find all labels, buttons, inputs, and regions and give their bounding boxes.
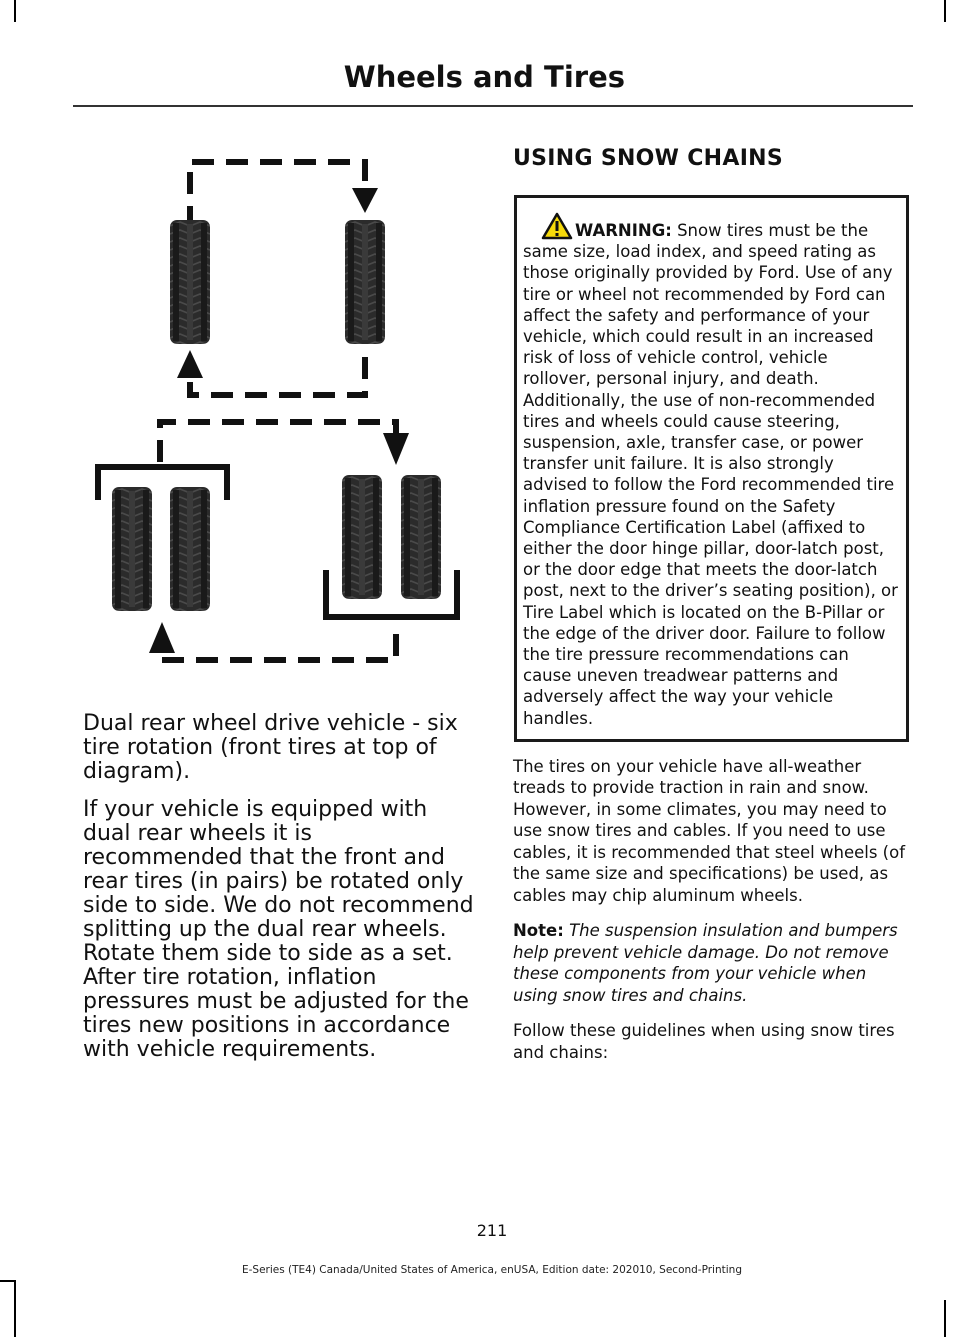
warning-triangle-icon	[541, 212, 573, 240]
page-number: 211	[476, 1221, 508, 1240]
diagram-caption: Dual rear wheel drive vehicle - six tire rotation (front tires at top of diagram).	[83, 711, 458, 784]
note-label: Note:	[513, 921, 564, 941]
warning-box	[514, 195, 909, 742]
arrow-up-icon	[149, 622, 175, 653]
edition-footer: E-Series (TE4) Canada/United States of America, enUSA, Edition date: 202010, Second-Printing	[241, 1264, 742, 1276]
crop-mark	[0, 1280, 14, 1282]
crop-mark	[944, 1300, 946, 1337]
rotation-paragraph: If your vehicle is equipped with dual rear wheels it is recommended that the front and rear tires (in pairs) be rotated only side to side. We do not recommend splitting up the dual rear wheels. Rotate them side to side as a set. After tire rotation, inflation pressures must be adjusted for the tires new positions in accordance with vehicle requirements.	[83, 797, 474, 1062]
arrow-up-icon	[177, 350, 203, 378]
tire-rotation-diagram	[80, 150, 480, 680]
tire-icon	[170, 220, 210, 344]
warning-text: Snow tires must be the same size, load index, and speed rating as those originally provided by Ford. Use of any tire or wheel not recommended by Ford can affect the safety and performance of your vehicle, which could result in an increased risk of loss of vehicle control, vehicle rollover, personal injury, and death. Additionally, the use of non-recommended tires and wheels could cause steering, suspension, axle, transfer case, or power transfer unit failure. It is also strongly advised to follow the Ford recommended tire inflation pressure found on the Safety Compliance Certification Label (affixed to either the door hinge pillar, door-latch post, or the door edge that meets the door-latch post, next to the driver’s seating position), or Tire Label which is located on the B-Pillar or the edge of the driver door. Failure to follow the tire pressure recommendations can cause uneven treadwear patterns and adversely affect the way your vehicle handles.	[523, 221, 898, 728]
arrow-down-icon	[383, 433, 409, 465]
left-column	[83, 712, 478, 1076]
tire-icon	[342, 475, 382, 599]
header-divider	[73, 105, 913, 107]
tire-icon	[345, 220, 385, 344]
crop-mark	[944, 0, 946, 22]
crop-mark	[14, 1280, 16, 1337]
note-text: The suspension insulation and bumpers help prevent vehicle damage. Do not remove these components from your vehicle when using snow tires and chains.	[513, 921, 898, 1005]
front-rotation-arrows	[190, 162, 365, 395]
snow-tires-paragraph: The tires on your vehicle have all-weather treads to provide traction in rain and snow. However, in some climates, you may need to use snow tires and cables. If you need to use cables, it is recommended that steel wheels (of the same size and specifications) be used, as cables may chip aluminum wheels.	[513, 756, 906, 905]
crop-mark	[14, 0, 16, 22]
guidelines-paragraph: Follow these guidelines when using snow tires and chains:	[513, 1021, 895, 1062]
page-header-title: Wheels and Tires	[343, 60, 625, 94]
right-column	[513, 146, 908, 1063]
note-paragraph	[513, 920, 908, 1006]
section-title: USING SNOW CHAINS	[513, 146, 784, 171]
tire-icon	[401, 475, 441, 599]
tire-icon	[170, 487, 210, 611]
warning-label: WARNING:	[575, 221, 672, 240]
tire-icon	[112, 487, 152, 611]
arrow-down-icon	[352, 188, 378, 213]
